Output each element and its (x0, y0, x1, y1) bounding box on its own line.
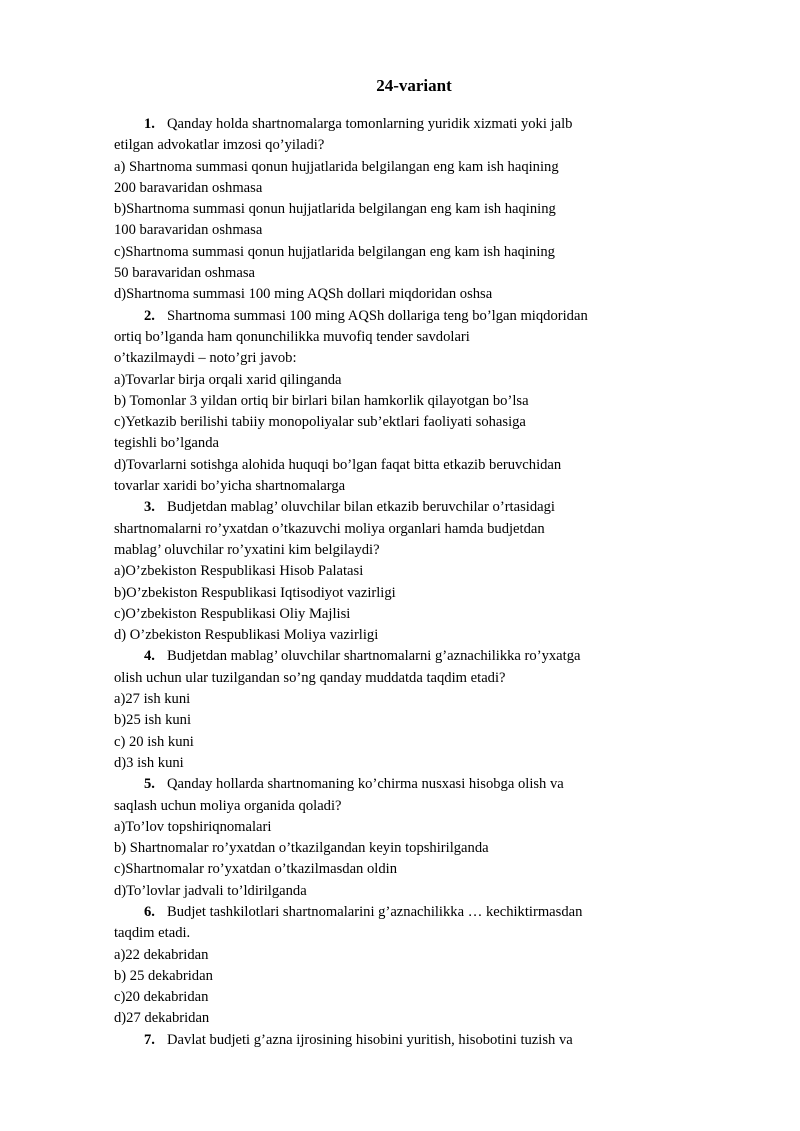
question-number: 7. (144, 1031, 155, 1048)
question-text (114, 497, 654, 518)
text-line: d)27 dekabridan (114, 1010, 210, 1027)
question-block (114, 114, 654, 306)
text-line: d)Tovarlarni sotishga alohida huquqi bo’lgan faqat bitta etkazib beruvchidan (114, 456, 562, 473)
question-text (114, 774, 654, 795)
text-line: a)27 ish kuni (114, 691, 191, 708)
question-number: 1. (144, 116, 155, 132)
question-text (114, 1030, 654, 1051)
question-block (114, 1030, 654, 1051)
question-text-span: Qanday holda shartnomalarga tomonlarning yuridik xizmati yoki jalb (167, 116, 573, 132)
question-text (114, 646, 654, 667)
text-line: d)To’lovlar jadvali to’ldirilganda (114, 882, 307, 899)
document-title: 24-variant (376, 76, 452, 95)
text-line: b)25 ish kuni (114, 712, 192, 729)
text-line: 50 baravaridan oshmasa (114, 265, 256, 282)
question-number: 6. (144, 903, 155, 920)
question-block (114, 902, 654, 1030)
question-number: 2. (144, 307, 155, 324)
question-text-span: Budjetdan mablag’ oluvchilar bilan etkazib beruvchilar o’rtasidagi (167, 499, 555, 516)
text-line: c)Shartnoma summasi qonun hujjatlarida belgilangan eng kam ish haqining (114, 243, 555, 260)
text-line: a)To’lov topshiriqnomalari (114, 818, 272, 835)
question-block (114, 497, 654, 646)
text-line: tegishli bo’lganda (114, 435, 219, 452)
text-line: o’tkazilmaydi – noto’gri javob: (114, 350, 297, 367)
text-line: mablag’ oluvchilar ro’yxatini kim belgilaydi? (114, 541, 380, 558)
question-text (114, 902, 654, 923)
text-line: 100 baravaridan oshmasa (114, 222, 263, 239)
text-line: b) Shartnomalar ro’yxatdan o’tkazilgandan keyin topshirilganda (114, 840, 489, 857)
text-line: 200 baravaridan oshmasa (114, 179, 263, 196)
text-line: c)20 dekabridan (114, 989, 209, 1006)
text-line: a)22 dekabridan (114, 946, 209, 963)
document-page (114, 74, 654, 1051)
question-block (114, 774, 654, 902)
question-number: 5. (144, 776, 155, 793)
text-line: b)O’zbekiston Respublikasi Iqtisodiyot vazirligi (114, 584, 396, 601)
question-text-span: Budjetdan mablag’ oluvchilar shartnomalarni g’aznachilikka ro’yxatga (167, 648, 581, 665)
question-number: 3. (144, 499, 155, 516)
text-line: tovarlar xaridi bo’yicha shartnomalarga (114, 478, 346, 495)
text-line: c)Shartnomalar ro’yxatdan o’tkazilmasdan oldin (114, 861, 398, 878)
text-line: a)Tovarlar birja orqali xarid qilinganda (114, 371, 342, 388)
question-text-span: Davlat budjeti g’azna ijrosining hisobini yuritish, hisobotini tuzish va (167, 1031, 573, 1048)
question-text-span: Budjet tashkilotlari shartnomalarini g’aznachilikka … kechiktirmasdan (167, 903, 583, 920)
text-line: c)Yetkazib berilishi tabiiy monopoliyalar sub’ektlari faoliyati sohasiga (114, 414, 526, 431)
text-line: c) 20 ish kuni (114, 733, 194, 750)
question-number: 4. (144, 648, 155, 665)
text-line: d)Shartnoma summasi 100 ming AQSh dollari miqdoridan oshsa (114, 286, 493, 303)
text-line: d) O’zbekiston Respublikasi Moliya vazirligi (114, 627, 379, 644)
text-line: a) Shartnoma summasi qonun hujjatlarida belgilangan eng kam ish haqining (114, 158, 559, 175)
questions-list (114, 114, 654, 1051)
question-text (114, 306, 654, 327)
text-line: olish uchun ular tuzilgandan so’ng qanday muddatda taqdim etadi? (114, 669, 506, 686)
question-text-span: Qanday hollarda shartnomaning ko’chirma nusxasi hisobga olish va (167, 776, 564, 793)
text-line: saqlash uchun moliya organida qoladi? (114, 797, 342, 814)
question-block (114, 646, 654, 774)
text-line: etilgan advokatlar imzosi qo’yiladi? (114, 137, 325, 154)
text-line: b) Tomonlar 3 yildan ortiq bir birlari bilan hamkorlik qilayotgan bo’lsa (114, 392, 529, 409)
text-line: b) 25 dekabridan (114, 967, 213, 984)
question-text-span: Shartnoma summasi 100 ming AQSh dollariga teng bo’lgan miqdoridan (167, 307, 588, 324)
text-line: c)O’zbekiston Respublikasi Oliy Majlisi (114, 605, 351, 622)
question-text (114, 114, 654, 135)
text-line: d)3 ish kuni (114, 754, 184, 771)
text-line: ortiq bo’lganda ham qonunchilikka muvofiq tender savdolari (114, 328, 470, 345)
text-line: shartnomalarni ro’yxatdan o’tkazuvchi moliya organlari hamda budjetdan (114, 520, 545, 537)
text-line: a)O’zbekiston Respublikasi Hisob Palatasi (114, 563, 364, 580)
text-line: taqdim etadi. (114, 925, 191, 942)
text-line: b)Shartnoma summasi qonun hujjatlarida belgilangan eng kam ish haqining (114, 201, 556, 218)
question-block (114, 306, 654, 498)
